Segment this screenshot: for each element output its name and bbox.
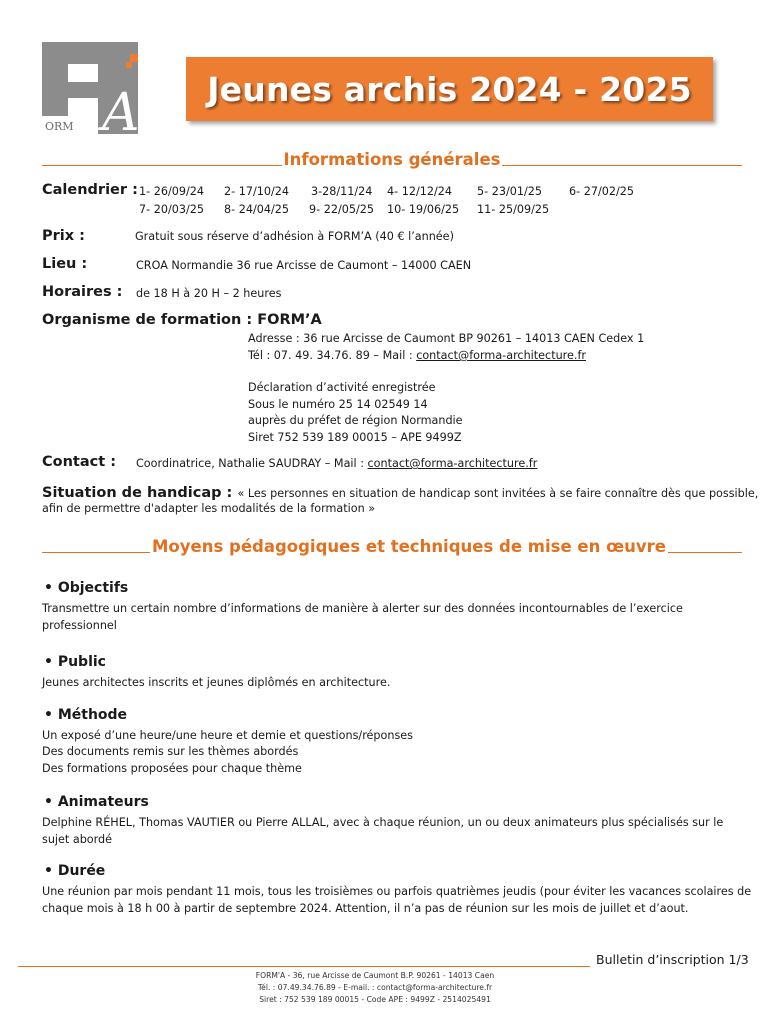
methode-line-2: Des documents remis sur les thèmes abordés — [42, 745, 299, 758]
section-moyens-title: Moyens pédagogiques et techniques de mise en œuvre — [152, 537, 666, 556]
contact-text: Coordinatrice, Nathalie SAUDRAY – Mail : — [136, 457, 368, 470]
cal-date: 2- 17/10/24 — [224, 185, 289, 198]
handicap-line-1: « Les personnes en situation de handicap sont invitées à se faire connaître dès que possible, — [237, 487, 759, 500]
title-banner — [186, 57, 713, 121]
cal-date: 4- 12/12/24 — [387, 185, 452, 198]
footer-line-2: Tél. : 07.49.34.76.89 - E-mail. : contact@forma-architecture.fr — [257, 983, 493, 992]
animateurs-text: Delphine RÉHEL, Thomas VAUTIER ou Pierre ALLAL, avec à chaque réunion, un ou deux animateurs plus spécialisés sur le sujet abordé — [42, 816, 724, 846]
calendrier-label: Calendrier : — [42, 182, 138, 198]
handicap-line-2: afin de permettre d'adapter les modalités de la formation » — [42, 502, 376, 515]
prix-value: Gratuit sous réserve d’adhésion à FORM’A (40 € l’année) — [135, 230, 454, 243]
organisme-tel-text: Tél : 07. 49. 34.76. 89 – Mail : — [248, 349, 417, 362]
cal-date: 10- 19/06/25 — [387, 203, 460, 216]
contact-value — [136, 457, 537, 470]
contact-label: Contact : — [42, 454, 117, 470]
organisme-adresse: Adresse : 36 rue Arcisse de Caumont BP 90261 – 14013 CAEN Cedex 1 — [248, 332, 645, 345]
handicap-block — [42, 482, 758, 501]
declaration-line-4: Siret 752 539 189 00015 – APE 9499Z — [248, 431, 462, 444]
public-text: Jeunes architectes inscrits et jeunes diplômés en architecture. — [42, 676, 391, 689]
objectifs-text: Transmettre un certain nombre d’informations de manière à alerter sur des données incontournables de l’exercice professionnel — [42, 602, 683, 632]
cal-date: 11- 25/09/25 — [477, 203, 550, 216]
prix-label: Prix : — [42, 228, 85, 244]
section-info-header — [42, 150, 742, 169]
organisme-mail-link[interactable]: contact@forma-architecture.fr — [416, 349, 587, 362]
cal-date: 7- 20/03/25 — [139, 203, 204, 216]
footer-divider — [18, 966, 590, 967]
section-info-title: Informations générales — [283, 150, 501, 169]
handicap-label: Situation de handicap : — [42, 485, 233, 501]
cal-date: 1- 26/09/24 — [139, 185, 204, 198]
cal-date: 5- 23/01/25 — [477, 185, 542, 198]
lieu-label: Lieu : — [42, 256, 88, 272]
section-moyens-header — [42, 537, 742, 556]
horaires-value: de 18 H à 20 H – 2 heures — [136, 287, 282, 300]
footer-line-3: Siret : 752 539 189 00015 - Code APE : 9499Z - 2514025491 — [259, 995, 491, 1004]
methode-line-1: Un exposé d’une heure/une heure et demie et questions/réponses — [42, 729, 414, 742]
cal-date: 6- 27/02/25 — [569, 185, 634, 198]
declaration-line-1: Déclaration d’activité enregistrée — [248, 381, 436, 394]
declaration-line-3: auprès du préfet de région Normandie — [248, 414, 463, 427]
objectifs-title: • Objectifs — [44, 580, 129, 596]
logo-text: ORM — [45, 120, 74, 133]
horaires-label: Horaires : — [42, 284, 123, 300]
duree-title: • Durée — [44, 863, 106, 879]
contact-mail-link[interactable]: contact@forma-architecture.fr — [367, 457, 538, 470]
footer-line-1: FORM'A - 36, rue Arcisse de Caumont B.P. 90261 - 14013 Caen — [255, 971, 495, 980]
logo-letter: A — [102, 83, 138, 134]
public-title: • Public — [44, 654, 106, 670]
forma-logo — [42, 42, 138, 134]
page-title: Jeunes archis 2024 - 2025 — [207, 69, 692, 109]
animateurs-title: • Animateurs — [44, 794, 149, 810]
methode-title: • Méthode — [44, 707, 128, 723]
cal-date: 8- 24/04/25 — [224, 203, 289, 216]
organisme-tel — [248, 349, 586, 362]
lieu-value: CROA Normandie 36 rue Arcisse de Caumont – 14000 CAEN — [136, 259, 472, 272]
cal-date: 3-28/11/24 — [311, 185, 373, 198]
organisme-label: Organisme de formation : FORM’A — [42, 312, 322, 328]
declaration-line-2: Sous le numéro 25 14 02549 14 — [248, 398, 428, 411]
cal-date: 9- 22/05/25 — [309, 203, 374, 216]
bulletin-page-label: Bulletin d’inscription 1/3 — [596, 952, 749, 967]
methode-line-3: Des formations proposées pour chaque thème — [42, 762, 302, 775]
duree-text: Une réunion par mois pendant 11 mois, tous les troisièmes ou parfois quatrièmes jeudis (pour éviter les vacances scolaires de chaque mois à 18 h 00 à partir de septembre 2024. Attention, il n’a pas de réunion sur les mois de juillet et d’aout. — [42, 885, 752, 915]
